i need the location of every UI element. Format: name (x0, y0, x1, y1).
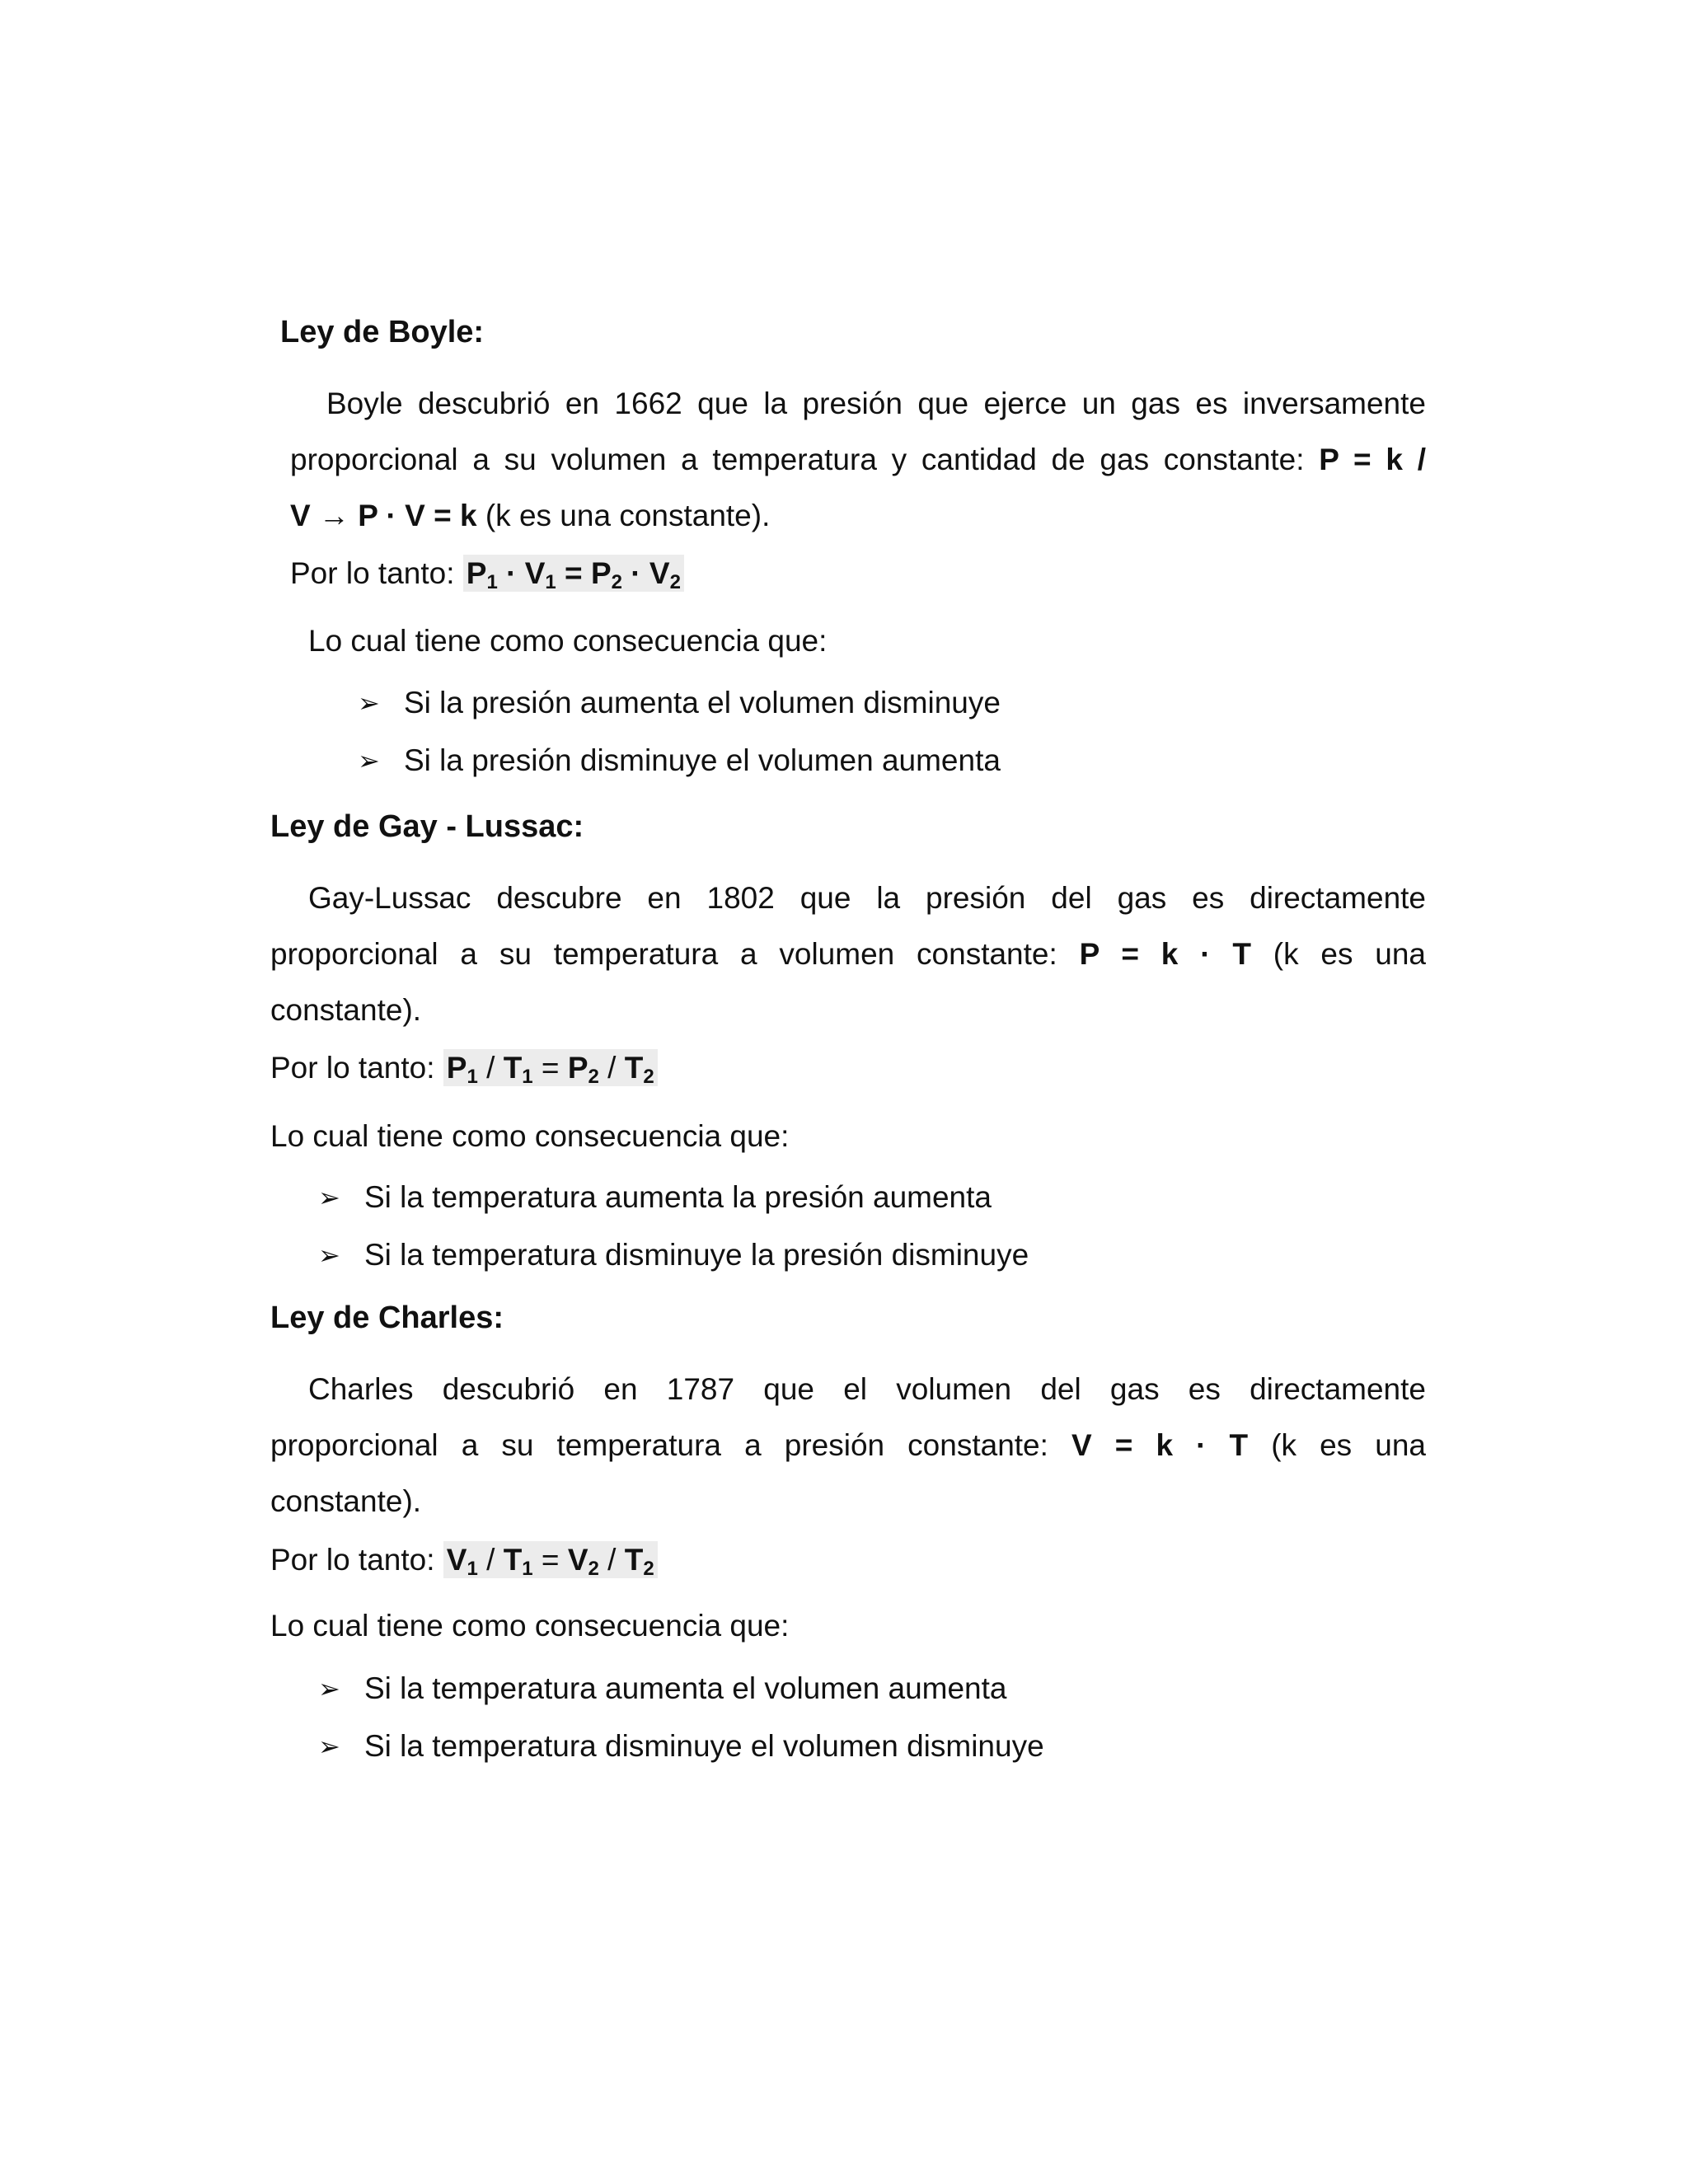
boyle-line-3: V → P · V = k (k es una constante). (290, 499, 771, 532)
boyle-line-1: Boyle descubrió en 1662 que la presión que ejerce un gas es inversamente (326, 387, 1426, 420)
boyle-formula: $P_1 \cdot V_1 = P_2 \cdot V_2$ (463, 555, 684, 592)
charles-paragraph (270, 1361, 1426, 1530)
gay-lussac-formula: $P_1 / T_1 = P_2 / T_2$ (443, 1049, 658, 1086)
gay-lussac-therefore: Por lo tanto: $P_1 / T_1 = P_2 / T_2$ (270, 1051, 658, 1085)
list-item: ➢ Si la temperatura disminuye el volumen disminuye (318, 1729, 1044, 1763)
charles-line-1: Charles descubrió en 1787 que el volumen del gas es directamente (308, 1372, 1426, 1406)
list-item: ➢ Si la temperatura aumenta la presión aumenta (318, 1180, 992, 1214)
arrowhead-bullet-icon: ➢ (318, 1183, 340, 1212)
gay-lussac-line-1: Gay-Lussac descubre en 1802 que la presión del gas es directamente (308, 881, 1426, 915)
boyle-line-2: proporcional a su volumen a temperatura y cantidad de gas constante: P = k / (290, 443, 1426, 476)
charles-line-2: proporcional a su temperatura a presión constante: V = k · T (k es una (270, 1428, 1427, 1462)
gay-lussac-line-3: constante). (270, 993, 422, 1027)
arrowhead-bullet-icon: ➢ (318, 1240, 340, 1270)
gay-lussac-line-2: proporcional a su temperatura a volumen constante: P = k · T (k es una (270, 937, 1426, 971)
gay-lussac-title: Ley de Gay - Lussac: (270, 809, 584, 844)
charles-therefore: Por lo tanto: $V_1 / T_1 = V_2 / T_2$ (270, 1543, 658, 1577)
charles-formula: $V_1 / T_1 = V_2 / T_2$ (443, 1541, 658, 1578)
arrowhead-bullet-icon: ➢ (318, 1732, 340, 1761)
arrowhead-bullet-icon: ➢ (358, 746, 380, 776)
arrowhead-bullet-icon: ➢ (318, 1674, 340, 1704)
charles-title: Ley de Charles: (270, 1301, 504, 1335)
list-item: ➢ Si la presión aumenta el volumen disminuye (358, 686, 1001, 719)
boyle-therefore: Por lo tanto: $P_1 \cdot V_1 = P_2 \cdot V_2$ (290, 556, 684, 591)
list-item: ➢ Si la temperatura aumenta el volumen aumenta (318, 1671, 1007, 1705)
list-item: ➢ Si la temperatura disminuye la presión disminuye (318, 1238, 1029, 1272)
gay-lussac-paragraph (270, 870, 1426, 1038)
boyle-consequence: Lo cual tiene como consecuencia que: (308, 624, 828, 658)
boyle-title: Ley de Boyle: (280, 315, 485, 349)
boyle-paragraph (290, 376, 1426, 544)
charles-consequence: Lo cual tiene como consecuencia que: (270, 1609, 790, 1643)
charles-line-3: constante). (270, 1484, 422, 1518)
arrowhead-bullet-icon: ➢ (358, 688, 380, 718)
list-item: ➢ Si la presión disminuye el volumen aumenta (358, 743, 1001, 777)
gay-lussac-consequence: Lo cual tiene como consecuencia que: (270, 1119, 790, 1153)
